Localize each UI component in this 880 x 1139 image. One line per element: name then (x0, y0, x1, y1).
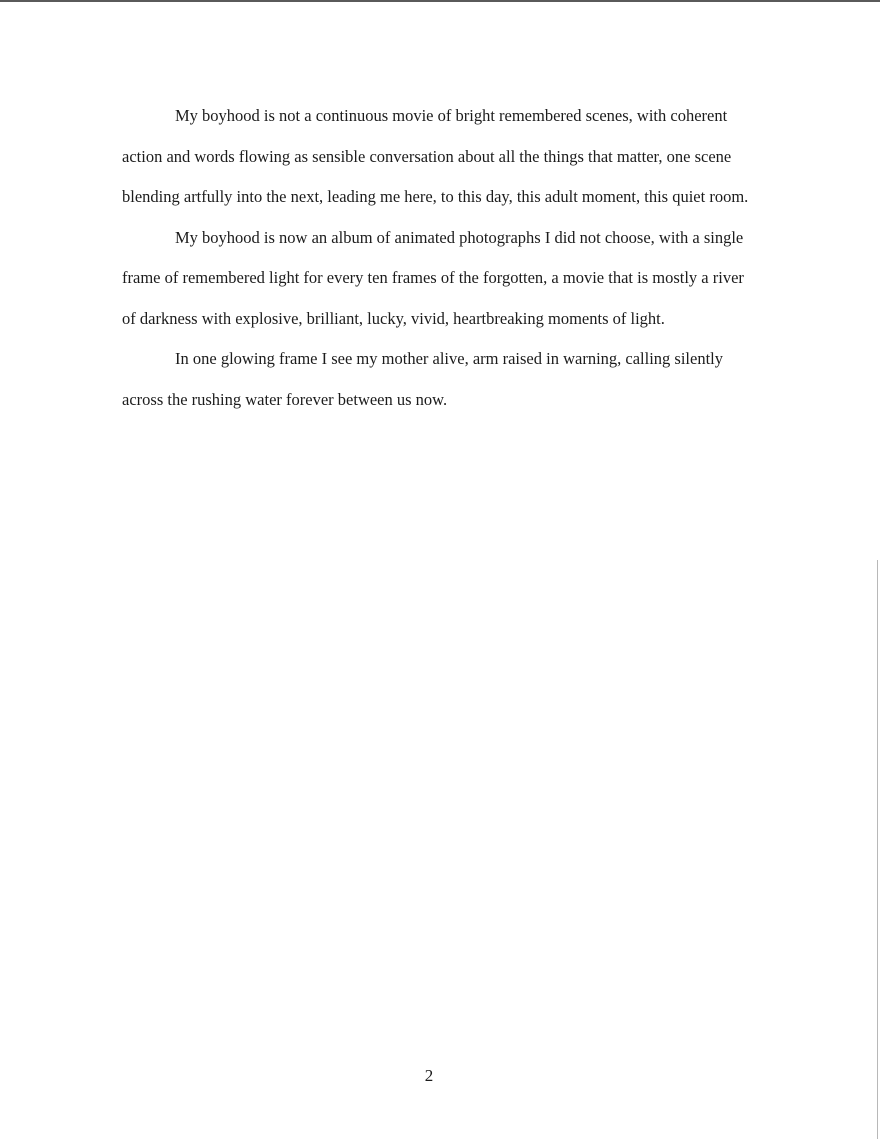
body-text (122, 96, 752, 420)
page-right-edge (877, 560, 878, 1139)
page-top-edge (0, 0, 880, 2)
page-number: 2 (424, 1066, 434, 1085)
paragraph-2: My boyhood is now an album of animated photographs I did not choose, with a single frame of remembered light for every ten frames of the forgotten, a movie that is mostly a river of darkness with explosive, brilliant, lucky, vivid, heartbreaking moments of light. (122, 227, 744, 328)
paragraph-3: In one glowing frame I see my mother alive, arm raised in warning, calling silently across the rushing water forever between us now. (122, 349, 724, 409)
paragraph-1: My boyhood is not a continuous movie of bright remembered scenes, with coherent action and words flowing as sensible conversation about all the things that matter, one scene blending artfully into the next, leading me here, to this day, this adult moment, this quiet room. (122, 106, 749, 206)
